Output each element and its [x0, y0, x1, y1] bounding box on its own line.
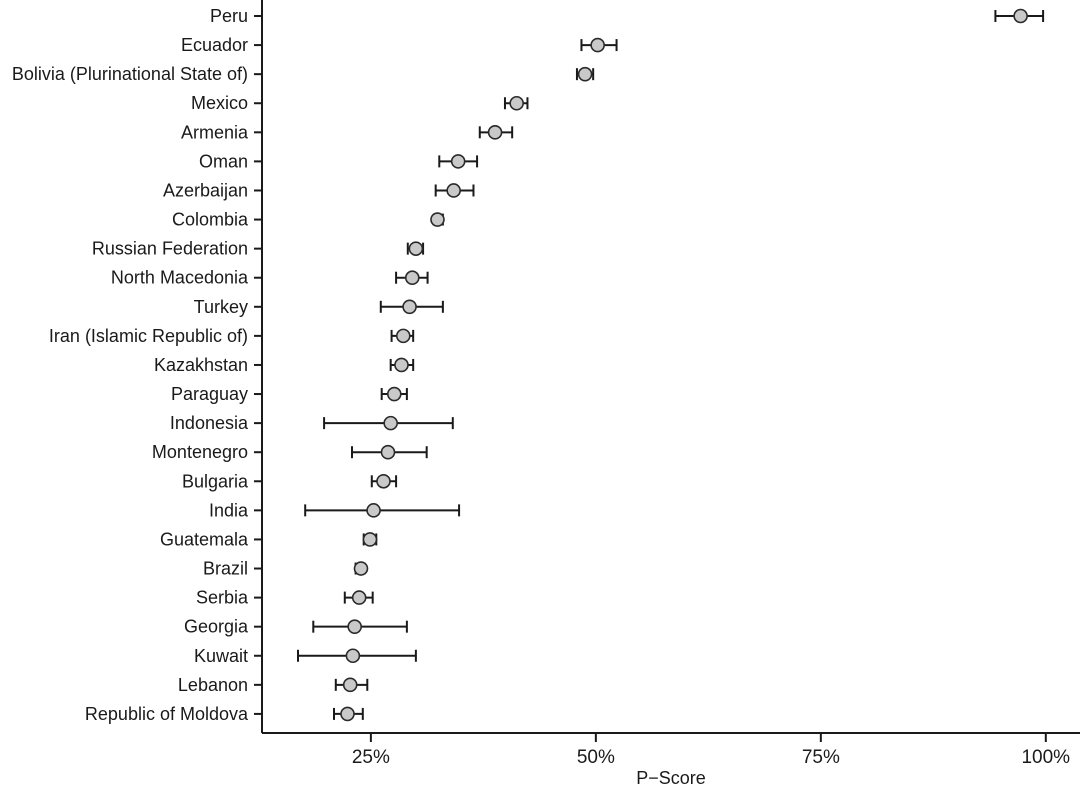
data-point-dot: [431, 213, 444, 226]
data-point-dot: [384, 417, 397, 430]
data-point-dot: [1014, 10, 1027, 23]
y-axis-label: Brazil: [202, 558, 248, 579]
data-point-dot: [591, 39, 604, 52]
y-axis-label: Iran (Islamic Republic of): [48, 325, 248, 346]
data-point-dot: [348, 620, 361, 633]
y-axis-label: Ecuador: [180, 35, 248, 56]
y-axis-label: Lebanon: [177, 674, 248, 695]
data-point-dot: [363, 533, 376, 546]
data-point-dot: [354, 562, 367, 575]
data-point-dot: [397, 329, 410, 342]
data-point-dot: [353, 591, 366, 604]
y-axis-label: Republic of Moldova: [84, 703, 248, 724]
data-point-dot: [377, 475, 390, 488]
y-axis-label: North Macedonia: [110, 267, 248, 288]
x-tick-label: 75%: [801, 747, 840, 768]
y-axis-label: Indonesia: [169, 413, 248, 434]
y-axis-label: Armenia: [180, 122, 248, 143]
data-point-dot: [489, 126, 502, 139]
y-axis-label: Oman: [198, 151, 248, 172]
data-point-dot: [395, 358, 408, 371]
data-point-dot: [346, 649, 359, 662]
data-point-dot: [452, 155, 465, 168]
data-point-dot: [579, 68, 592, 81]
y-axis-label: Guatemala: [159, 529, 248, 550]
y-axis-label: Kuwait: [193, 645, 248, 666]
y-axis-label: Bulgaria: [181, 471, 248, 492]
data-point-dot: [388, 388, 401, 401]
y-axis-label: Mexico: [190, 93, 248, 114]
data-point-dot: [344, 678, 357, 691]
y-axis-label: Turkey: [193, 296, 248, 317]
x-axis-title: P−Score: [636, 768, 706, 788]
data-point-dot: [447, 184, 460, 197]
x-tick-label: 50%: [576, 747, 615, 768]
y-axis-label: Georgia: [183, 616, 248, 637]
y-axis-label: Colombia: [171, 209, 248, 230]
y-axis-label: Serbia: [195, 587, 248, 608]
y-axis-label: Azerbaijan: [162, 180, 248, 201]
y-axis-label: Kazakhstan: [153, 354, 248, 375]
data-point-dot: [510, 97, 523, 110]
y-axis-label: Peru: [209, 6, 248, 26]
data-point-dot: [381, 446, 394, 459]
x-tick-label: 25%: [351, 747, 390, 768]
data-point-dot: [409, 242, 422, 255]
data-point-dot: [367, 504, 380, 517]
y-axis-label: Bolivia (Plurinational State of): [11, 64, 248, 85]
data-point-dot: [403, 300, 416, 313]
data-point-dot: [406, 271, 419, 284]
y-axis-label: Montenegro: [151, 442, 248, 463]
y-axis-label: Russian Federation: [91, 238, 248, 259]
y-axis-label: Paraguay: [170, 384, 248, 405]
data-point-dot: [341, 707, 354, 720]
x-tick-label: 100%: [1021, 747, 1071, 768]
y-axis-label: India: [208, 500, 248, 521]
